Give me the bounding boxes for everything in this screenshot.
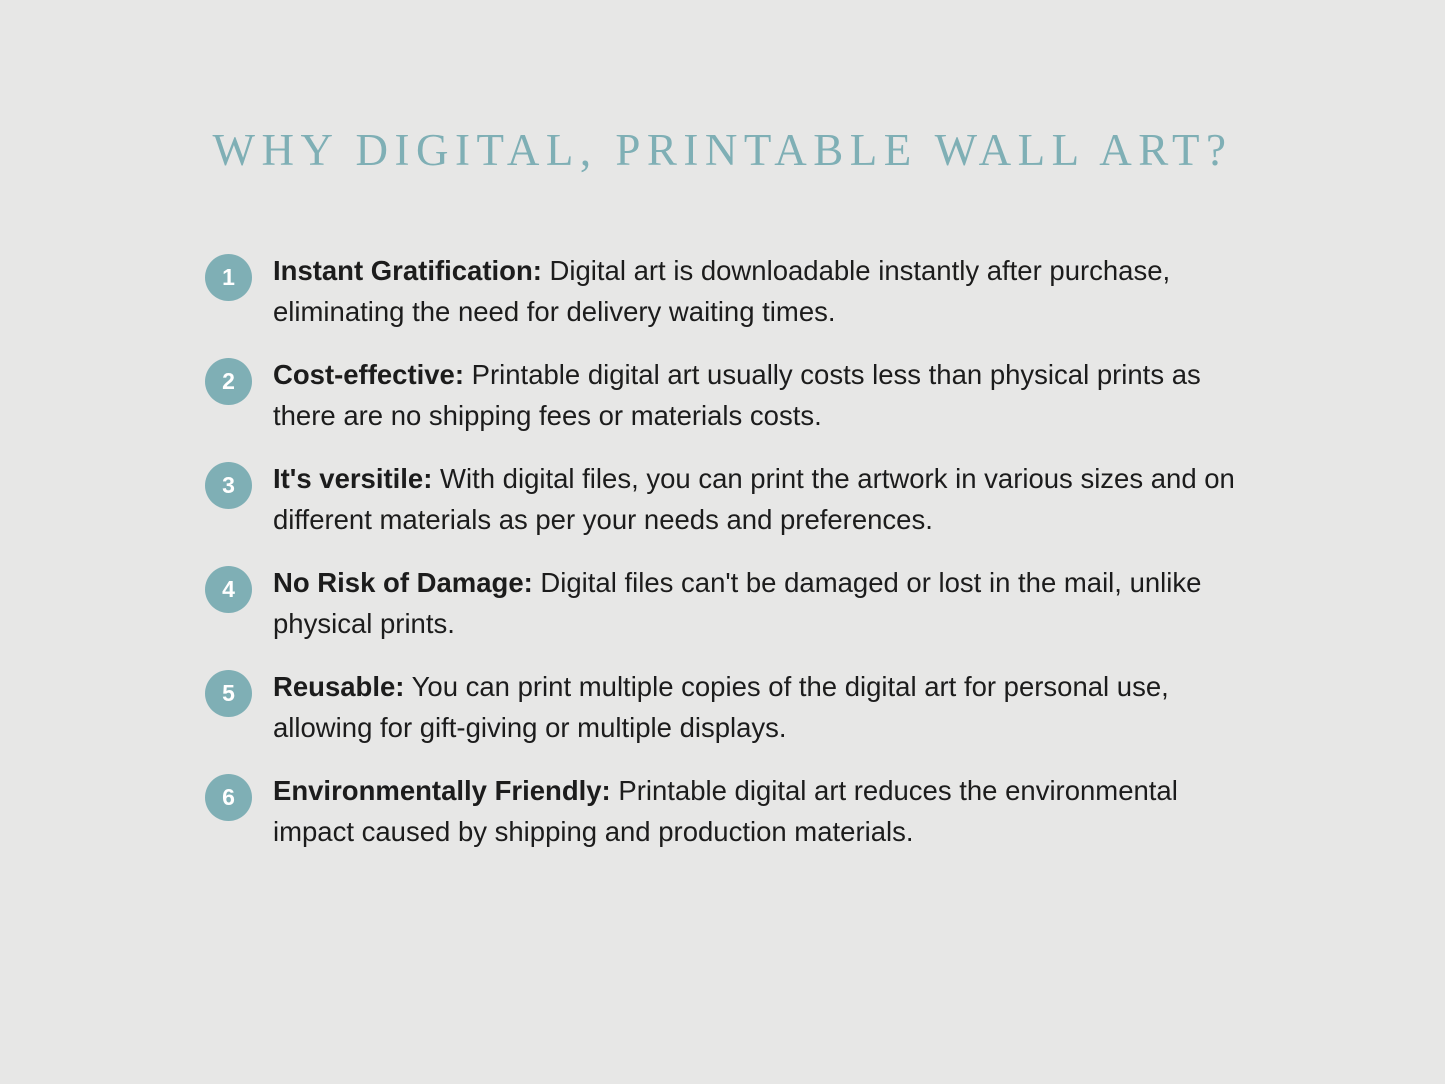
item-body: With digital files, you can print the artwork in various sizes and on different materials as per your needs and preferences. [273,463,1235,535]
item-body: Printable digital art reduces the environmental impact caused by shipping and production materials. [273,775,1178,847]
item-text [273,666,1265,748]
item-text [273,770,1265,852]
item-text [273,354,1265,436]
item-text [273,250,1265,332]
page-title: WHY DIGITAL, PRINTABLE WALL ART? [212,125,1233,175]
list-item [205,770,1265,852]
item-body: You can print multiple copies of the digital art for personal use, allowing for gift-giving or multiple displays. [273,671,1169,743]
item-lead: Reusable: [273,671,405,702]
item-lead: Cost-effective: [273,359,465,390]
item-number-badge: 2 [205,358,252,405]
list-item [205,562,1265,644]
item-number-badge: 3 [205,462,252,509]
item-lead: No Risk of Damage: [273,567,533,598]
item-lead: Instant Gratification: [273,255,542,286]
item-body: Digital files can't be damaged or lost in the mail, unlike physical prints. [273,567,1202,639]
item-text [273,562,1265,644]
benefits-list [205,250,1265,874]
item-number-badge: 1 [205,254,252,301]
list-item [205,250,1265,332]
item-text [273,458,1265,540]
item-number-badge: 5 [205,670,252,717]
item-body: Digital art is downloadable instantly after purchase, eliminating the need for delivery waiting times. [273,255,1171,327]
item-lead: It's versitile: [273,463,433,494]
list-item [205,354,1265,436]
list-item [205,458,1265,540]
item-number-badge: 6 [205,774,252,821]
item-lead: Environmentally Friendly: [273,775,611,806]
list-item [205,666,1265,748]
item-body: Printable digital art usually costs less than physical prints as there are no shipping fees or materials costs. [273,359,1201,431]
item-number-badge: 4 [205,566,252,613]
